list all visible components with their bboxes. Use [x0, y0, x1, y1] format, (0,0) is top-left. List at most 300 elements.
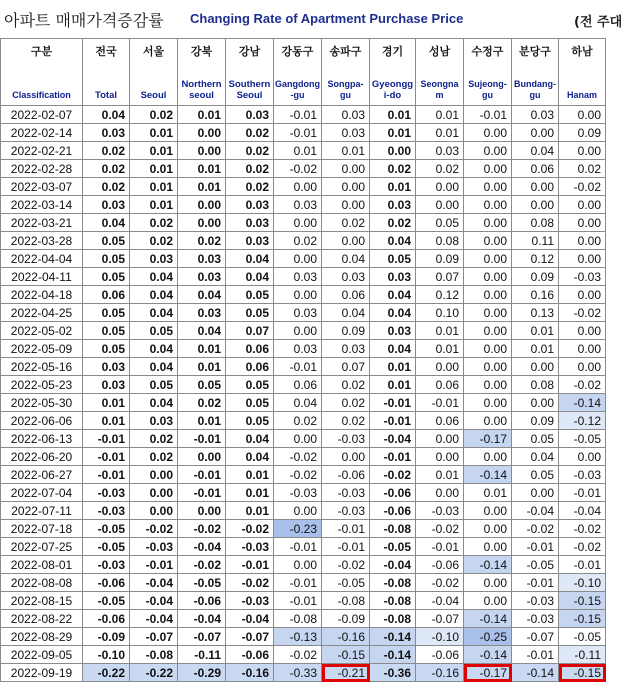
col-header-sujeong: 수정구 Sujeong- gu — [464, 39, 512, 106]
title-english: Changing Rate of Apartment Purchase Price — [190, 11, 464, 26]
row-date-cell: 2022-07-25 — [1, 538, 83, 556]
row-date-cell: 2022-06-13 — [1, 430, 83, 448]
table-row — [1, 214, 606, 232]
cell-gangdong: 0.03 — [274, 268, 322, 286]
cell-hanam: -0.14 — [559, 394, 606, 412]
cell-sujeong: 0.00 — [464, 538, 512, 556]
cell-hanam: -0.02 — [559, 538, 606, 556]
cell-seoul: 0.04 — [130, 304, 178, 322]
table-row — [1, 232, 606, 250]
cell-seongnam: 0.06 — [416, 412, 464, 430]
table-row — [1, 250, 606, 268]
cell-hanam: 0.00 — [559, 448, 606, 466]
cell-seoul: 0.05 — [130, 322, 178, 340]
cell-hanam: 0.00 — [559, 322, 606, 340]
row-date-cell: 2022-09-05 — [1, 646, 83, 664]
cell-seongnam: 0.08 — [416, 232, 464, 250]
title-unit: (전 주대 — [574, 15, 622, 30]
cell-hanam: 0.00 — [559, 232, 606, 250]
cell-bundang: 0.09 — [512, 412, 559, 430]
cell-total: 0.05 — [83, 340, 130, 358]
cell-total: 0.05 — [83, 232, 130, 250]
cell-gyeonggi: -0.08 — [370, 610, 416, 628]
cell-gangdong: 0.03 — [274, 340, 322, 358]
cell-songpa: -0.05 — [322, 574, 370, 592]
cell-seoul: 0.01 — [130, 142, 178, 160]
title-korean: 아파트 매매가격증감률 — [4, 11, 164, 30]
cell-sujeong: 0.00 — [464, 394, 512, 412]
cell-total: 0.02 — [83, 178, 130, 196]
cell-northern: -0.06 — [178, 592, 226, 610]
cell-songpa: 0.00 — [322, 232, 370, 250]
cell-gangdong: 0.04 — [274, 394, 322, 412]
cell-northern: 0.00 — [178, 214, 226, 232]
cell-gyeonggi: 0.04 — [370, 286, 416, 304]
cell-hanam: -0.02 — [559, 304, 606, 322]
cell-gyeonggi: 0.04 — [370, 232, 416, 250]
table-row — [1, 610, 606, 628]
cell-gyeonggi: 0.05 — [370, 250, 416, 268]
table-row — [1, 322, 606, 340]
cell-northern: 0.00 — [178, 196, 226, 214]
cell-gyeonggi: -0.14 — [370, 646, 416, 664]
cell-southern: 0.01 — [226, 466, 274, 484]
table-row — [1, 358, 606, 376]
cell-seoul: 0.04 — [130, 268, 178, 286]
row-date-cell: 2022-06-27 — [1, 466, 83, 484]
cell-gangdong: -0.08 — [274, 610, 322, 628]
cell-sujeong: 0.00 — [464, 124, 512, 142]
cell-gangdong: -0.02 — [274, 466, 322, 484]
row-date-cell: 2022-09-19 — [1, 664, 83, 682]
cell-total: 0.01 — [83, 412, 130, 430]
cell-seoul: 0.02 — [130, 214, 178, 232]
cell-bundang: -0.01 — [512, 574, 559, 592]
cell-seongnam: 0.01 — [416, 340, 464, 358]
cell-seongnam: 0.12 — [416, 286, 464, 304]
cell-bundang: -0.01 — [512, 538, 559, 556]
cell-seongnam: 0.10 — [416, 304, 464, 322]
cell-seoul: 0.02 — [130, 448, 178, 466]
cell-sujeong: 0.00 — [464, 520, 512, 538]
cell-sujeong: 0.00 — [464, 340, 512, 358]
cell-hanam: 0.00 — [559, 142, 606, 160]
cell-hanam: 0.00 — [559, 286, 606, 304]
cell-gangdong: 0.01 — [274, 142, 322, 160]
cell-bundang: -0.07 — [512, 628, 559, 646]
cell-bundang: 0.00 — [512, 124, 559, 142]
cell-hanam: -0.15 — [559, 610, 606, 628]
cell-sujeong: 0.00 — [464, 448, 512, 466]
table-row — [1, 646, 606, 664]
cell-hanam: 0.00 — [559, 340, 606, 358]
cell-hanam: 0.00 — [559, 250, 606, 268]
cell-total: -0.06 — [83, 574, 130, 592]
col-header-bundang: 분당구 Bundang- gu — [512, 39, 559, 106]
cell-bundang: 0.00 — [512, 394, 559, 412]
cell-gyeonggi: -0.01 — [370, 394, 416, 412]
cell-seongnam: -0.04 — [416, 592, 464, 610]
cell-bundang: 0.08 — [512, 376, 559, 394]
cell-bundang: 0.09 — [512, 268, 559, 286]
cell-sujeong: -0.17 — [464, 430, 512, 448]
cell-bundang: 0.00 — [512, 196, 559, 214]
cell-gangdong: 0.00 — [274, 178, 322, 196]
row-date-cell: 2022-02-21 — [1, 142, 83, 160]
cell-total: 0.04 — [83, 214, 130, 232]
row-date-cell: 2022-05-30 — [1, 394, 83, 412]
cell-total: 0.03 — [83, 358, 130, 376]
cell-gangdong: 0.03 — [274, 196, 322, 214]
cell-southern: 0.02 — [226, 160, 274, 178]
col-header-hanam: 하남 Hanam — [559, 39, 606, 106]
cell-southern: 0.05 — [226, 394, 274, 412]
table-row — [1, 538, 606, 556]
cell-bundang: -0.01 — [512, 646, 559, 664]
cell-northern: -0.29 — [178, 664, 226, 682]
cell-southern: -0.16 — [226, 664, 274, 682]
cell-sujeong: 0.00 — [464, 322, 512, 340]
table-row — [1, 574, 606, 592]
cell-songpa: -0.02 — [322, 556, 370, 574]
cell-gyeonggi: 0.01 — [370, 124, 416, 142]
col-header-gangdong: 강동구 Gangdong -gu — [274, 39, 322, 106]
table-row — [1, 628, 606, 646]
cell-southern: 0.05 — [226, 376, 274, 394]
cell-seongnam: 0.00 — [416, 430, 464, 448]
cell-bundang: 0.16 — [512, 286, 559, 304]
cell-seoul: 0.01 — [130, 178, 178, 196]
cell-seongnam: 0.01 — [416, 124, 464, 142]
cell-songpa: -0.16 — [322, 628, 370, 646]
cell-total: 0.01 — [83, 394, 130, 412]
cell-songpa: 0.01 — [322, 142, 370, 160]
cell-bundang: 0.05 — [512, 466, 559, 484]
col-header-classification: 구분 Classification — [1, 39, 83, 106]
row-date-cell: 2022-05-16 — [1, 358, 83, 376]
cell-total: -0.05 — [83, 520, 130, 538]
cell-seongnam: 0.01 — [416, 466, 464, 484]
cell-northern: -0.01 — [178, 466, 226, 484]
cell-seongnam: -0.02 — [416, 520, 464, 538]
cell-total: -0.01 — [83, 430, 130, 448]
cell-gyeonggi: -0.08 — [370, 574, 416, 592]
cell-songpa: 0.02 — [322, 376, 370, 394]
row-date-cell: 2022-03-07 — [1, 178, 83, 196]
row-date-cell: 2022-06-20 — [1, 448, 83, 466]
cell-bundang: -0.03 — [512, 610, 559, 628]
cell-sujeong: 0.00 — [464, 592, 512, 610]
cell-southern: -0.02 — [226, 520, 274, 538]
cell-songpa: 0.02 — [322, 214, 370, 232]
cell-sujeong: 0.00 — [464, 178, 512, 196]
cell-seongnam: 0.00 — [416, 196, 464, 214]
cell-seongnam: 0.07 — [416, 268, 464, 286]
cell-hanam: 0.00 — [559, 214, 606, 232]
cell-total: 0.06 — [83, 286, 130, 304]
cell-songpa: 0.06 — [322, 286, 370, 304]
cell-bundang: 0.04 — [512, 142, 559, 160]
cell-seoul: -0.03 — [130, 538, 178, 556]
cell-southern: 0.05 — [226, 304, 274, 322]
cell-hanam: -0.15 — [559, 664, 606, 682]
cell-southern: 0.03 — [226, 214, 274, 232]
cell-hanam: -0.01 — [559, 556, 606, 574]
row-date-cell: 2022-08-08 — [1, 574, 83, 592]
cell-southern: -0.02 — [226, 574, 274, 592]
col-header-northern-seoul: 강북 Northern seoul — [178, 39, 226, 106]
table-row — [1, 556, 606, 574]
cell-gangdong: -0.01 — [274, 124, 322, 142]
cell-southern: 0.06 — [226, 340, 274, 358]
row-date-cell: 2022-08-22 — [1, 610, 83, 628]
cell-sujeong: -0.01 — [464, 106, 512, 124]
row-date-cell: 2022-04-11 — [1, 268, 83, 286]
cell-southern: 0.01 — [226, 484, 274, 502]
cell-songpa: -0.03 — [322, 502, 370, 520]
cell-songpa: -0.15 — [322, 646, 370, 664]
cell-southern: 0.02 — [226, 178, 274, 196]
cell-northern: 0.00 — [178, 502, 226, 520]
cell-songpa: 0.03 — [322, 124, 370, 142]
cell-sujeong: 0.00 — [464, 376, 512, 394]
cell-gyeonggi: 0.03 — [370, 322, 416, 340]
cell-hanam: -0.15 — [559, 592, 606, 610]
cell-total: 0.05 — [83, 250, 130, 268]
cell-southern: 0.04 — [226, 268, 274, 286]
col-header-seoul: 서울 Seoul — [130, 39, 178, 106]
cell-seoul: 0.01 — [130, 160, 178, 178]
cell-songpa: -0.03 — [322, 430, 370, 448]
cell-seoul: -0.04 — [130, 610, 178, 628]
cell-seoul: -0.02 — [130, 520, 178, 538]
cell-bundang: 0.06 — [512, 160, 559, 178]
cell-gangdong: -0.02 — [274, 448, 322, 466]
table-row — [1, 376, 606, 394]
cell-seoul: -0.04 — [130, 592, 178, 610]
cell-songpa: -0.03 — [322, 484, 370, 502]
cell-sujeong: 0.00 — [464, 142, 512, 160]
cell-gangdong: -0.01 — [274, 574, 322, 592]
cell-gyeonggi: -0.06 — [370, 484, 416, 502]
table-row — [1, 178, 606, 196]
row-date-cell: 2022-07-04 — [1, 484, 83, 502]
cell-northern: -0.11 — [178, 646, 226, 664]
cell-gyeonggi: -0.04 — [370, 430, 416, 448]
row-date-cell: 2022-07-18 — [1, 520, 83, 538]
cell-gyeonggi: 0.02 — [370, 214, 416, 232]
cell-bundang: 0.05 — [512, 430, 559, 448]
cell-gangdong: 0.00 — [274, 286, 322, 304]
col-header-seongnam: 성남 Seongna m — [416, 39, 464, 106]
cell-northern: 0.04 — [178, 286, 226, 304]
cell-gangdong: 0.00 — [274, 430, 322, 448]
cell-gangdong: -0.01 — [274, 106, 322, 124]
cell-seongnam: -0.10 — [416, 628, 464, 646]
row-date-cell: 2022-04-25 — [1, 304, 83, 322]
cell-northern: -0.05 — [178, 574, 226, 592]
table-row — [1, 430, 606, 448]
cell-seongnam: 0.09 — [416, 250, 464, 268]
cell-gangdong: -0.02 — [274, 646, 322, 664]
cell-hanam: 0.09 — [559, 124, 606, 142]
cell-gangdong: -0.33 — [274, 664, 322, 682]
cell-northern: -0.02 — [178, 520, 226, 538]
cell-gangdong: 0.06 — [274, 376, 322, 394]
cell-gangdong: 0.00 — [274, 214, 322, 232]
cell-northern: -0.01 — [178, 430, 226, 448]
cell-southern: 0.07 — [226, 322, 274, 340]
cell-sujeong: 0.00 — [464, 412, 512, 430]
cell-sujeong: 0.00 — [464, 574, 512, 592]
cell-songpa: -0.09 — [322, 610, 370, 628]
table-row — [1, 592, 606, 610]
cell-gyeonggi: 0.01 — [370, 178, 416, 196]
price-change-table — [0, 38, 606, 682]
cell-total: -0.09 — [83, 628, 130, 646]
cell-seoul: 0.02 — [130, 430, 178, 448]
row-date-cell: 2022-07-11 — [1, 502, 83, 520]
cell-total: 0.05 — [83, 268, 130, 286]
cell-seoul: 0.01 — [130, 124, 178, 142]
cell-northern: 0.01 — [178, 412, 226, 430]
cell-gyeonggi: 0.04 — [370, 340, 416, 358]
table-row — [1, 520, 606, 538]
cell-northern: 0.00 — [178, 142, 226, 160]
cell-gangdong: 0.00 — [274, 502, 322, 520]
cell-northern: -0.04 — [178, 538, 226, 556]
cell-bundang: 0.12 — [512, 250, 559, 268]
cell-total: 0.03 — [83, 124, 130, 142]
cell-songpa: 0.02 — [322, 394, 370, 412]
cell-hanam: -0.03 — [559, 268, 606, 286]
table-row — [1, 466, 606, 484]
cell-seoul: 0.03 — [130, 412, 178, 430]
cell-gangdong: -0.03 — [274, 484, 322, 502]
cell-southern: -0.07 — [226, 628, 274, 646]
cell-seoul: 0.04 — [130, 340, 178, 358]
cell-gangdong: -0.13 — [274, 628, 322, 646]
cell-seoul: 0.00 — [130, 466, 178, 484]
cell-southern: 0.05 — [226, 412, 274, 430]
table-row — [1, 106, 606, 124]
cell-northern: 0.03 — [178, 250, 226, 268]
cell-total: -0.05 — [83, 538, 130, 556]
cell-sujeong: 0.01 — [464, 484, 512, 502]
cell-songpa: -0.01 — [322, 520, 370, 538]
cell-seoul: 0.04 — [130, 358, 178, 376]
cell-seongnam: 0.00 — [416, 484, 464, 502]
cell-sujeong: 0.00 — [464, 304, 512, 322]
cell-seoul: -0.04 — [130, 574, 178, 592]
cell-sujeong: -0.14 — [464, 610, 512, 628]
cell-gangdong: 0.00 — [274, 322, 322, 340]
cell-seoul: 0.01 — [130, 196, 178, 214]
cell-gangdong: -0.01 — [274, 538, 322, 556]
cell-total: 0.02 — [83, 160, 130, 178]
cell-songpa: 0.03 — [322, 106, 370, 124]
cell-songpa: 0.03 — [322, 340, 370, 358]
cell-seongnam: 0.05 — [416, 214, 464, 232]
cell-seongnam: 0.01 — [416, 322, 464, 340]
cell-seoul: 0.04 — [130, 286, 178, 304]
cell-seongnam: 0.03 — [416, 142, 464, 160]
cell-hanam: -0.10 — [559, 574, 606, 592]
cell-seoul: 0.02 — [130, 232, 178, 250]
cell-songpa: -0.01 — [322, 538, 370, 556]
cell-sujeong: 0.00 — [464, 358, 512, 376]
cell-bundang: 0.00 — [512, 484, 559, 502]
table-row — [1, 124, 606, 142]
cell-northern: 0.01 — [178, 178, 226, 196]
cell-total: -0.05 — [83, 592, 130, 610]
col-header-total: 전국 Total — [83, 39, 130, 106]
cell-seoul: 0.02 — [130, 106, 178, 124]
cell-bundang: 0.01 — [512, 340, 559, 358]
cell-gangdong: 0.02 — [274, 232, 322, 250]
cell-gangdong: 0.02 — [274, 412, 322, 430]
cell-sujeong: -0.14 — [464, 466, 512, 484]
table-row — [1, 304, 606, 322]
cell-total: 0.05 — [83, 304, 130, 322]
cell-seongnam: -0.16 — [416, 664, 464, 682]
cell-bundang: -0.02 — [512, 520, 559, 538]
table-row — [1, 448, 606, 466]
cell-southern: 0.02 — [226, 142, 274, 160]
cell-sujeong: 0.00 — [464, 214, 512, 232]
cell-southern: -0.03 — [226, 538, 274, 556]
cell-songpa: -0.21 — [322, 664, 370, 682]
row-date-cell: 2022-04-18 — [1, 286, 83, 304]
cell-hanam: -0.02 — [559, 520, 606, 538]
cell-bundang: 0.13 — [512, 304, 559, 322]
row-date-cell: 2022-02-28 — [1, 160, 83, 178]
row-date-cell: 2022-02-07 — [1, 106, 83, 124]
header-row — [1, 39, 606, 106]
cell-total: -0.06 — [83, 610, 130, 628]
cell-seongnam: 0.00 — [416, 358, 464, 376]
cell-gangdong: -0.02 — [274, 160, 322, 178]
row-date-cell: 2022-05-02 — [1, 322, 83, 340]
cell-sujeong: 0.00 — [464, 502, 512, 520]
cell-gangdong: -0.23 — [274, 520, 322, 538]
row-date-cell: 2022-08-01 — [1, 556, 83, 574]
cell-songpa: 0.04 — [322, 304, 370, 322]
cell-total: 0.03 — [83, 196, 130, 214]
row-date-cell: 2022-03-28 — [1, 232, 83, 250]
cell-seongnam: -0.07 — [416, 610, 464, 628]
cell-gyeonggi: -0.04 — [370, 556, 416, 574]
cell-southern: -0.03 — [226, 592, 274, 610]
table-row — [1, 484, 606, 502]
cell-hanam: -0.02 — [559, 178, 606, 196]
cell-gyeonggi: 0.03 — [370, 196, 416, 214]
cell-bundang: 0.00 — [512, 358, 559, 376]
cell-northern: -0.07 — [178, 628, 226, 646]
cell-bundang: 0.11 — [512, 232, 559, 250]
cell-seongnam: 0.00 — [416, 448, 464, 466]
cell-total: -0.22 — [83, 664, 130, 682]
cell-total: 0.05 — [83, 322, 130, 340]
cell-gyeonggi: 0.03 — [370, 268, 416, 286]
cell-southern: -0.06 — [226, 646, 274, 664]
cell-seongnam: -0.03 — [416, 502, 464, 520]
cell-sujeong: 0.00 — [464, 232, 512, 250]
row-date-cell: 2022-04-04 — [1, 250, 83, 268]
cell-songpa: 0.00 — [322, 160, 370, 178]
cell-total: 0.04 — [83, 106, 130, 124]
cell-northern: -0.01 — [178, 484, 226, 502]
